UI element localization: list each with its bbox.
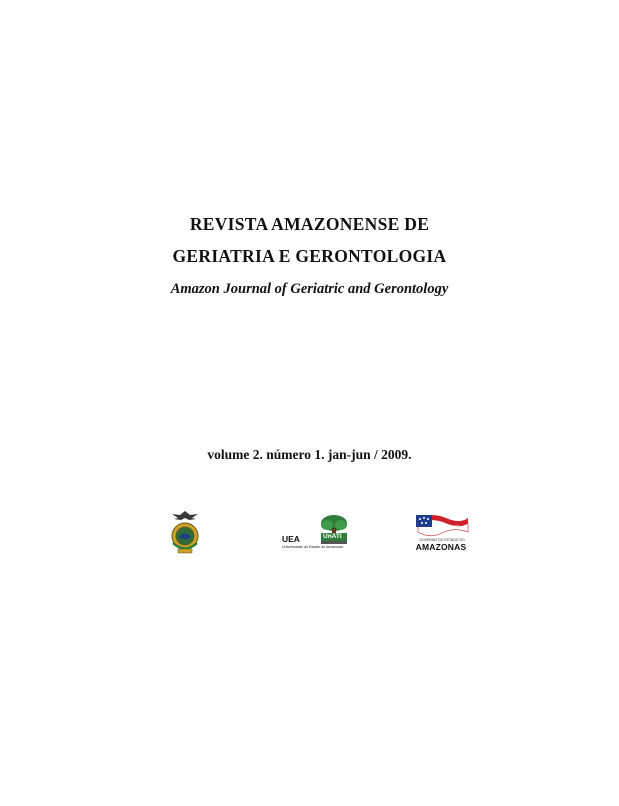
amazonas-government-logo	[412, 512, 470, 552]
uea-full-name: Universidade do Estado do Amazonas	[282, 545, 343, 549]
journal-subtitle: Amazon Journal of Geriatric and Gerontology	[170, 281, 449, 297]
government-tagline: GOVERNO DO ESTADO DO	[419, 538, 465, 542]
issue-info: volume 2. número 1. jan-jun / 2009.	[207, 447, 412, 462]
government-name: AMAZONAS	[415, 542, 467, 552]
coat-of-arms-icon	[168, 510, 202, 556]
uea-logo	[282, 514, 364, 554]
journal-title-line-2: GERIATRIA E GERONTOLOGIA	[172, 246, 447, 266]
journal-title-line-1: REVISTA AMAZONENSE DE	[189, 214, 430, 234]
amazonas-flag-icon	[412, 512, 470, 538]
unati-badge: UnATI	[323, 533, 342, 540]
uea-acronym: UEA	[282, 534, 300, 544]
